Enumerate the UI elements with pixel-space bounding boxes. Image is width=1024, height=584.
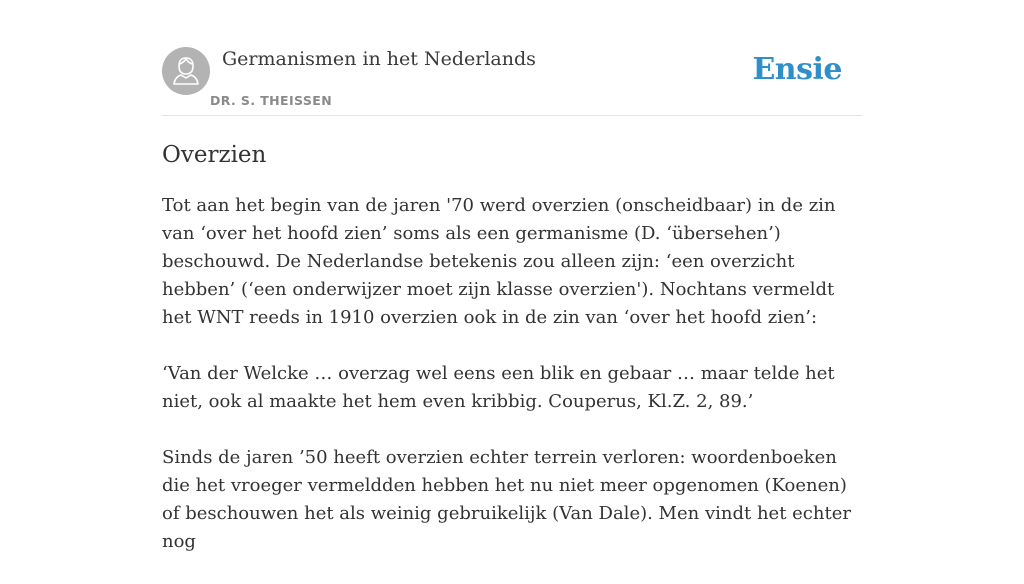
body-paragraph: Tot aan het begin van de jaren '70 werd overzien (onscheidbaar) in de zin van ‘over het hoofd zien’ soms als een germanisme (D. ‘übersehen’) beschouwd. De Nederlandse betekenis zou alleen zijn: ‘een overzicht hebben’ (‘een onderwijzer moet zijn klasse overzien'). Nochtans vermeldt het WNT reeds in 1910 overzien ook in de zin van ‘over het hoofd zien’: xyxy=(162,195,836,328)
quote-paragraph: ‘Van der Welcke … overzag wel eens een blik en gebaar … maar telde het niet, ook al maakte het hem even kribbig. Couperus, Kl.Z. 2, 89.’ xyxy=(162,363,835,412)
user-placeholder-icon xyxy=(162,47,210,95)
ensie-logo[interactable]: Ensie xyxy=(752,52,842,87)
entry-heading: Overzien xyxy=(162,142,267,168)
book-title[interactable]: Germanismen in het Nederlands xyxy=(222,48,536,70)
entry-body xyxy=(162,192,862,584)
author-name[interactable]: DR. S. THEISSEN xyxy=(210,93,333,108)
body-paragraph: Sinds de jaren ’50 heeft overzien echter terrein verloren: woordenboeken die het vroeger vermeldden hebben het nu niet meer opgenomen (Koenen) of beschouwen het als weinig gebruikelijk (Van Dale). Men vindt het echter nog xyxy=(162,447,851,552)
book-header xyxy=(162,47,862,116)
